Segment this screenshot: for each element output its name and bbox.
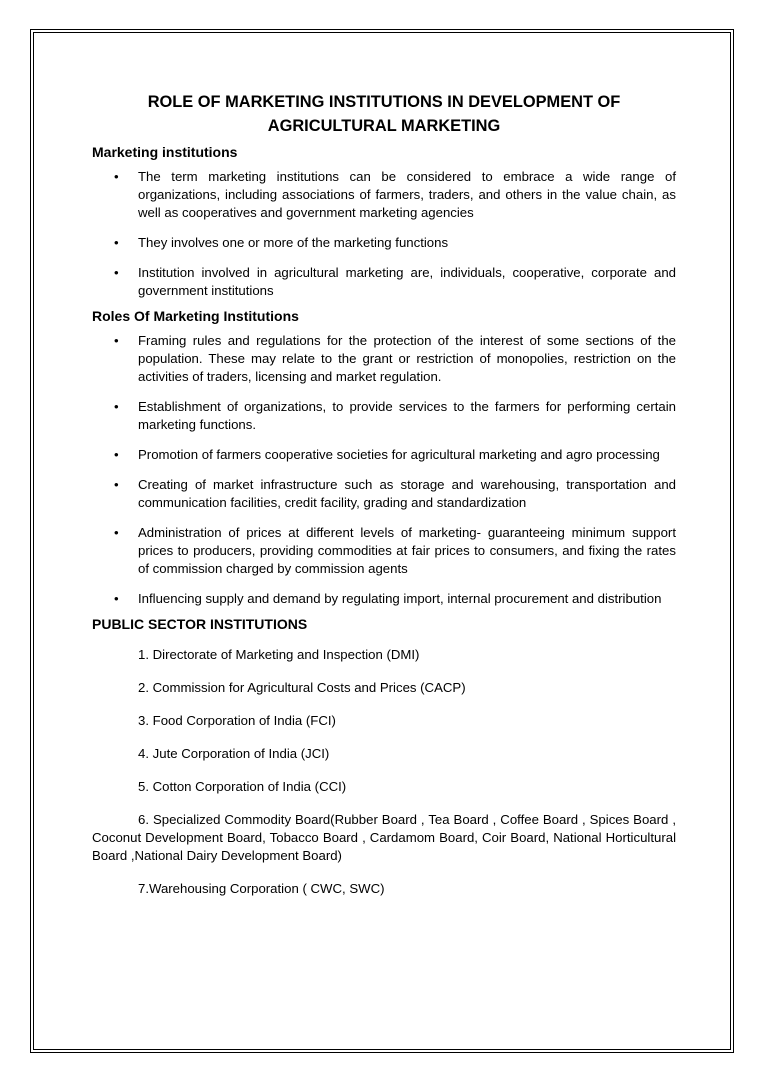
bullet-icon: •: [114, 591, 119, 606]
list-item-text: Institution involved in agricultural marketing are, individuals, cooperative, corporate and government institutions: [138, 265, 676, 298]
document-body: [92, 90, 676, 913]
list-item: 1. Directorate of Marketing and Inspection (DMI): [138, 647, 420, 662]
section-heading-roles: Roles Of Marketing Institutions: [92, 308, 299, 324]
marketing-institutions-list: [92, 168, 676, 300]
bullet-icon: •: [114, 477, 119, 492]
list-item: [92, 524, 676, 578]
section-heading-public-sector: PUBLIC SECTOR INSTITUTIONS: [92, 616, 308, 632]
document-title: ROLE OF MARKETING INSTITUTIONS IN DEVELOPMENT OF AGRICULTURAL MARKETING: [147, 93, 621, 135]
list-item: 2. Commission for Agricultural Costs and Prices (CACP): [138, 680, 466, 695]
list-item-text: Promotion of farmers cooperative societies for agricultural marketing and agro processing: [138, 447, 660, 462]
bullet-icon: •: [114, 235, 119, 250]
bullet-icon: •: [114, 265, 119, 280]
list-item: [92, 168, 676, 222]
list-item-text: Establishment of organizations, to provide services to the farmers for performing certain marketing functions.: [138, 399, 676, 432]
list-item: [92, 332, 676, 386]
list-item-text: They involves one or more of the marketing functions: [138, 235, 449, 250]
bullet-icon: •: [114, 169, 119, 184]
public-sector-list: [92, 646, 676, 898]
list-item: 7.Warehousing Corporation ( CWC, SWC): [138, 881, 385, 896]
list-item: [92, 590, 676, 608]
list-item: 4. Jute Corporation of India (JCI): [138, 746, 330, 761]
list-item: 6. Specialized Commodity Board(Rubber Board , Tea Board , Coffee Board , Spices Board , Coconut Development Board, Tobacco Board , Cardamom Board, Coir Board, National Horticultural Board ,National Dairy Development Board): [92, 812, 676, 863]
list-item: [92, 264, 676, 300]
list-item-text: Creating of market infrastructure such as storage and warehousing, transportation and communication facilities, credit facility, grading and standardization: [138, 477, 676, 510]
list-item-text: The term marketing institutions can be considered to embrace a wide range of organizations, including associations of farmers, traders, and others in the value chain, as well as cooperatives and government marketing agencies: [138, 169, 676, 220]
list-item: 3. Food Corporation of India (FCI): [138, 713, 336, 728]
list-item: 5. Cotton Corporation of India (CCI): [138, 779, 347, 794]
roles-list: [92, 332, 676, 608]
list-item-text: Administration of prices at different levels of marketing- guaranteeing minimum support prices to producers, providing commodities at fair prices to consumers, and fixing the rates of commission charged by commission agents: [138, 525, 676, 576]
bullet-icon: •: [114, 399, 119, 414]
list-item: [92, 234, 676, 252]
list-item: [92, 446, 676, 464]
bullet-icon: •: [114, 447, 119, 462]
bullet-icon: •: [114, 525, 119, 540]
list-item: [92, 476, 676, 512]
list-item-text: Framing rules and regulations for the protection of the interest of some sections of the population. These may relate to the grant or restriction of monopolies, restriction on the activities of traders, licensing and market regulation.: [138, 333, 676, 384]
bullet-icon: •: [114, 333, 119, 348]
list-item-text: Influencing supply and demand by regulating import, internal procurement and distribution: [138, 591, 662, 606]
section-heading-marketing-institutions: Marketing institutions: [92, 144, 238, 160]
list-item: [92, 398, 676, 434]
